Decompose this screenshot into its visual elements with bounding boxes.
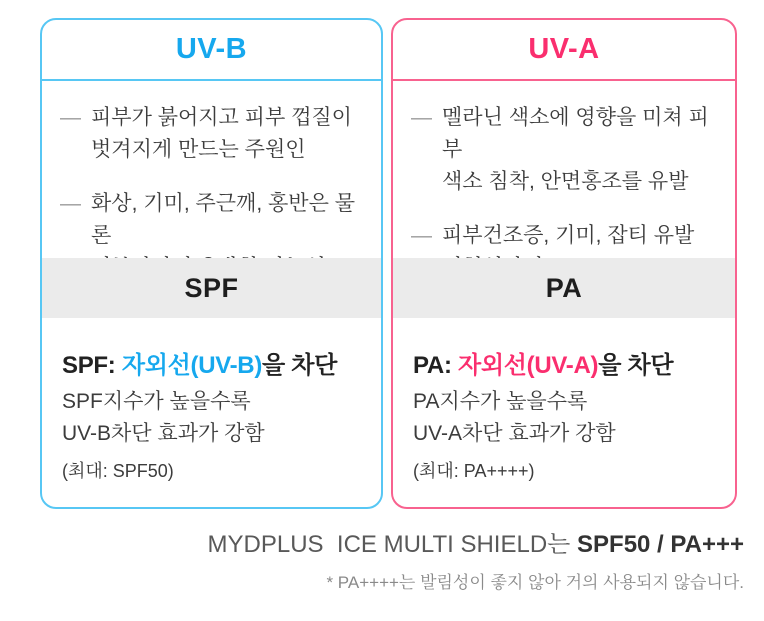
- bullet-line: 피부건조증, 기미, 잡티 유발: [442, 224, 695, 247]
- bullet-dash-icon: —: [60, 106, 81, 129]
- footer: [208, 524, 744, 593]
- bullet-line: 멜라닌 색소에 영향을 미쳐 피부: [442, 106, 709, 161]
- spf-pa-rating-text: SPF50 / PA+++: [577, 531, 744, 558]
- bullet-line: 피부가 붉어지고 피부 껍질이: [91, 106, 352, 129]
- headline-suffix: 을 차단: [598, 352, 674, 379]
- bullet-text: [442, 102, 721, 198]
- uva-card-title: UV-A: [393, 20, 735, 81]
- uva-summary-headline: [413, 345, 721, 380]
- footnote: * PA++++는 발림성이 좋지 않아 거의 사용되지 않습니다.: [326, 573, 744, 592]
- bullet-dash-icon: —: [411, 106, 432, 129]
- uvb-summary-headline: [62, 345, 367, 380]
- summary-line: SPF지수가 높을수록: [62, 390, 251, 413]
- bullet-line: 벗겨지게 만드는 주원인: [91, 138, 306, 161]
- uva-card: [391, 18, 737, 509]
- headline-highlight: 자외선(UV-A): [458, 352, 599, 379]
- list-item: [411, 102, 721, 198]
- uva-card-body: [393, 81, 735, 258]
- bullet-dash-icon: —: [411, 224, 432, 247]
- product-name-text: MYDPLUS ICE MULTI SHIELD는: [207, 531, 578, 558]
- headline-suffix: 을 차단: [262, 352, 338, 379]
- uva-card-summary: [393, 318, 735, 507]
- uva-banner-pa: PA: [393, 258, 735, 318]
- headline-highlight: 자외선(UV-B): [121, 352, 263, 379]
- uvb-card-body: [42, 81, 381, 258]
- headline-prefix: PA:: [413, 352, 459, 379]
- summary-line: UV-A차단 효과가 강함: [413, 422, 616, 445]
- product-spf-statement: [208, 524, 744, 559]
- bullet-text: [91, 102, 367, 166]
- list-item: [60, 102, 367, 166]
- summary-line: UV-B차단 효과가 강함: [62, 422, 265, 445]
- uvb-card: [40, 18, 383, 509]
- uvb-banner-spf: SPF: [42, 258, 381, 318]
- summary-line: PA지수가 높을수록: [413, 390, 588, 413]
- summary-max-note: (최대: SPF50): [62, 461, 174, 481]
- uvb-card-summary: [42, 318, 381, 507]
- uvb-card-title: UV-B: [42, 20, 381, 81]
- bullet-line: 색소 침착, 안면홍조를 유발: [442, 170, 689, 193]
- summary-max-note: (최대: PA++++): [413, 461, 535, 481]
- bullet-line: 화상, 기미, 주근깨, 홍반은 물론: [91, 192, 355, 247]
- headline-prefix: SPF:: [62, 352, 122, 379]
- bullet-dash-icon: —: [60, 192, 81, 215]
